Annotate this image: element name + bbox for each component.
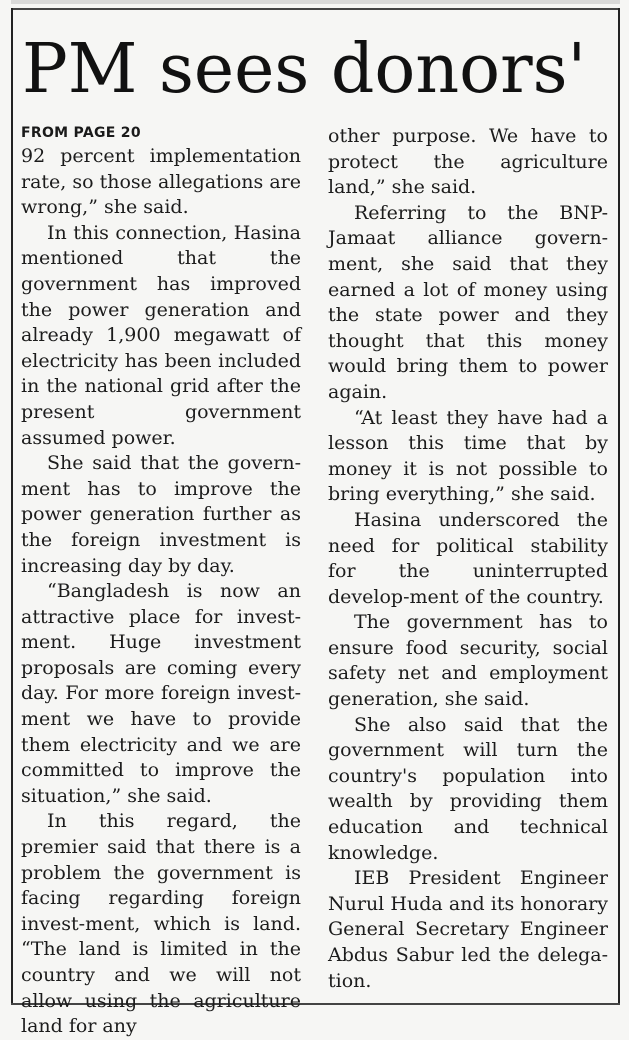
right-column (328, 124, 608, 994)
top-edge-shadow (11, 0, 620, 4)
top-rule (11, 8, 620, 10)
continuation-kicker: FROM PAGE 20 (21, 125, 141, 141)
paragraph: 92 percent implementation rate, so those allegations are wrong,” she said. (21, 145, 301, 219)
paragraph: “Bangladesh is now an attractive place for invest-ment. Huge investment proposals are coming every day. For more foreign invest-ment we have to provide them electricity and we are committed to improve the situation,” she said. (21, 580, 301, 807)
paragraph: In this regard, the premier said that there is a problem the government is facing regarding foreign invest-ment, which is land. “The land is limited in the country and we will not allow using the agriculture land for any (21, 810, 301, 1038)
left-column (21, 124, 301, 1040)
right-border (618, 8, 620, 1005)
headline: PM sees donors' (22, 30, 587, 109)
paragraph: In this connection, Hasina mentioned that the government has improved the power generation and already 1,900 megawatt of electricity has been included in the national grid after the present government assumed power. (21, 221, 301, 449)
paragraph: Referring to the BNP-Jamaat alliance govern-ment, she said that they earned a lot of money using the state power and they thought that this money would bring them to power again. (328, 201, 608, 403)
left-border (11, 8, 13, 1005)
paragraph: other purpose. We have to protect the agriculture land,” she said. (328, 125, 608, 199)
paragraph: IEB President Engineer Nurul Huda and its honorary General Secretary Engineer Abdus Sabur led the delega-tion. (328, 867, 608, 992)
paragraph: “At least they have had a lesson this time that by money it is not possible to bring everything,” she said. (328, 406, 608, 506)
paragraph: She said that the govern-ment has to improve the power generation further as the foreign investment is increasing day by day. (21, 452, 301, 577)
paragraph: Hasina underscored the need for political stability for the uninterrupted develop-ment of the country. (328, 508, 608, 608)
paragraph: The government has to ensure food security, social safety net and employment generation, she said. (328, 611, 608, 711)
paragraph: She also said that the government will turn the country's population into wealth by providing them education and technical knowledge. (328, 713, 608, 864)
